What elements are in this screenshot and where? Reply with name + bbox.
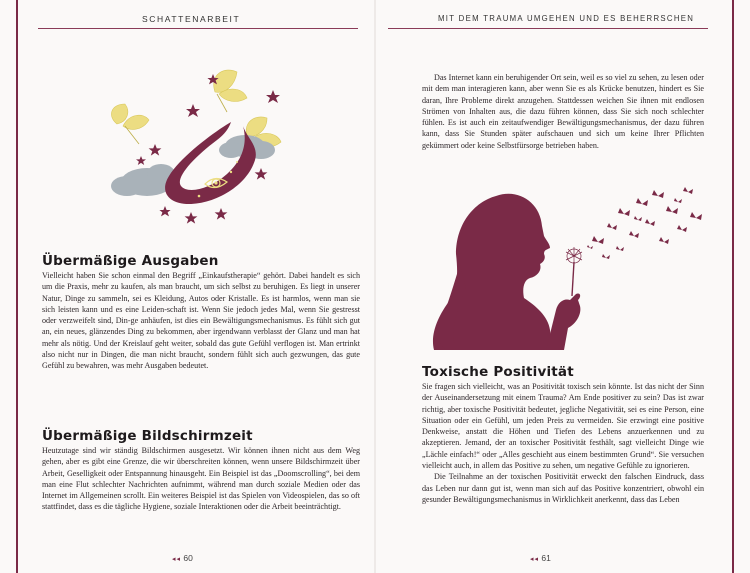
moon-eye-illustration-icon <box>97 64 297 234</box>
page-number-right <box>530 553 551 563</box>
header-rule-right <box>388 28 708 29</box>
page-number-left <box>172 553 193 563</box>
section-heading-spending: Übermäßige Ausgaben <box>42 253 219 269</box>
intro-text <box>422 72 704 151</box>
section-text-screentime <box>42 445 360 513</box>
page-number-value: 61 <box>541 553 551 563</box>
right-page <box>378 0 730 573</box>
woman-dandelion-silhouette-icon <box>426 184 712 354</box>
paragraph: Heutzutage sind wir ständig Bildschirmen ausgesetzt. Wir können ihnen nicht aus dem Weg gehen, aber es gibt eine Grenze, die wir überschreiten können, wenn unsere Bildschirmzeit über Arbeit, Geselligkeit oder Entspannung hinausgeht. Ein Beispiel ist das „Doomscrolling“, bei dem man eine Flut schlechter Nachrichten aufnimmt, während man durch soziale Medien oder das Internet im Allgemeinen scrollt. Ein weiteres Beispiel ist das Spielen von Videospielen, das so oft stattfindet, dass es die tägliche Hygiene, soziale Interaktionen oder die Arbeit beeinträchtigt. <box>42 446 360 512</box>
page-number-value: 60 <box>183 553 193 563</box>
right-page-border <box>732 0 734 573</box>
section-heading-toxic-positivity: Toxische Positivität <box>422 364 574 380</box>
paragraph: Die Teilnahme an der toxischen Positivität erweckt den falschen Eindruck, dass das Leben nur dann gut ist, wenn man sich auf das Positive konzentriert, obwohl ein gesunder Bewältigungsmechanismus in Wirklichkeit anerkennt, dass das Leben <box>422 472 704 504</box>
page-ornament-icon: ◂◂ <box>530 556 540 563</box>
section-text-spending <box>42 270 360 372</box>
running-head-right: MIT DEM TRAUMA UMGEHEN UND ES BEHERRSCHEN <box>438 14 695 23</box>
running-head-left: SCHATTENARBEIT <box>142 14 241 24</box>
left-page-border <box>16 0 18 573</box>
section-text-toxic-positivity <box>422 381 704 505</box>
page-ornament-icon: ◂◂ <box>172 556 182 563</box>
paragraph: Sie fragen sich vielleicht, was an Positivität toxisch sein könnte. Ist das nicht der Sinn der Auseinandersetzung mit einem Trauma? Am Ende positiver zu sein? Das ist zwar richtig, aber toxische Positivität bedeutet, jegliche Negativität, sei es eine Person, eine Situation oder ein Gefühl, um jeden Preis zu vermeiden. Sie erzwingt eine positive Denkweise, anstatt die Höhen und Tiefen des Lebens anzuerkennen und zu akzeptieren. Jemand, der an toxischer Positivität festhält, sagt vielleicht Dinge wie „Lächle einfach!“ oder „Alles geschieht aus einem bestimmten Grund“. Sie versuchen vielleicht auch, in allem das Positive zu sehen, um negative Gefühle zu ignorieren. <box>422 382 704 471</box>
section-heading-screentime: Übermäßige Bildschirmzeit <box>42 428 253 444</box>
paragraph: Vielleicht haben Sie schon einmal den Begriff „Einkaufstherapie“ gehört. Dabei handelt es sich um die Praxis, mehr zu kaufen, als man braucht, um sich selbst zu beruhigen. Es liegt in unserer Natur, Dinge zu sammeln, sei es Kleidung, Autos oder Kristalle. Es ist harmlos, wenn man sie sich leisten kann und es eine Leiden-schaft ist. Wenn Sie jedoch jedes Mal, wenn Sie gestresst oder verzweifelt sind, Din-ge anhäufen, ist dies ein Bewältigungsmechanismus. Es fühlt sich gut an, ein neues, glänzendes Ding zu bekommen, aber irgendwann verblasst der Glanz und man hat mehr als nötig. Und der Kreislauf geht weiter, sobald das gute Gefühl verflogen ist. Man ertrinkt also nicht nur in Dingen, die man nicht braucht, sondern fühlt sich auch gezwungen, das gute Gefühl zu bewahren, was mehr Ausgaben bedeutet. <box>42 271 360 371</box>
paragraph: Das Internet kann ein beruhigender Ort sein, weil es so viel zu sehen, zu lesen oder mit dem man interagieren kann, aber wenn Sie es als Krücke benutzen, hindert es Sie daran, Ihre Probleme direkt anzugehen. Stattdessen weichen Sie ihnen mit endlosen Strömen von Inhalten aus, die dazu führen können, dass Sie sich noch schlechter fühlen. Es ist auch ein zeitaufwendiger Bewältigungsmechanismus, der dazu führen kann, dass Sie Stunden später aufschauen und sich um keine Ihrer Pflichten gekümmert oder keine Selbstfürsorge betrieben haben. <box>422 73 704 150</box>
left-page <box>22 0 372 573</box>
header-rule-left <box>38 28 358 29</box>
book-gutter <box>374 0 376 573</box>
